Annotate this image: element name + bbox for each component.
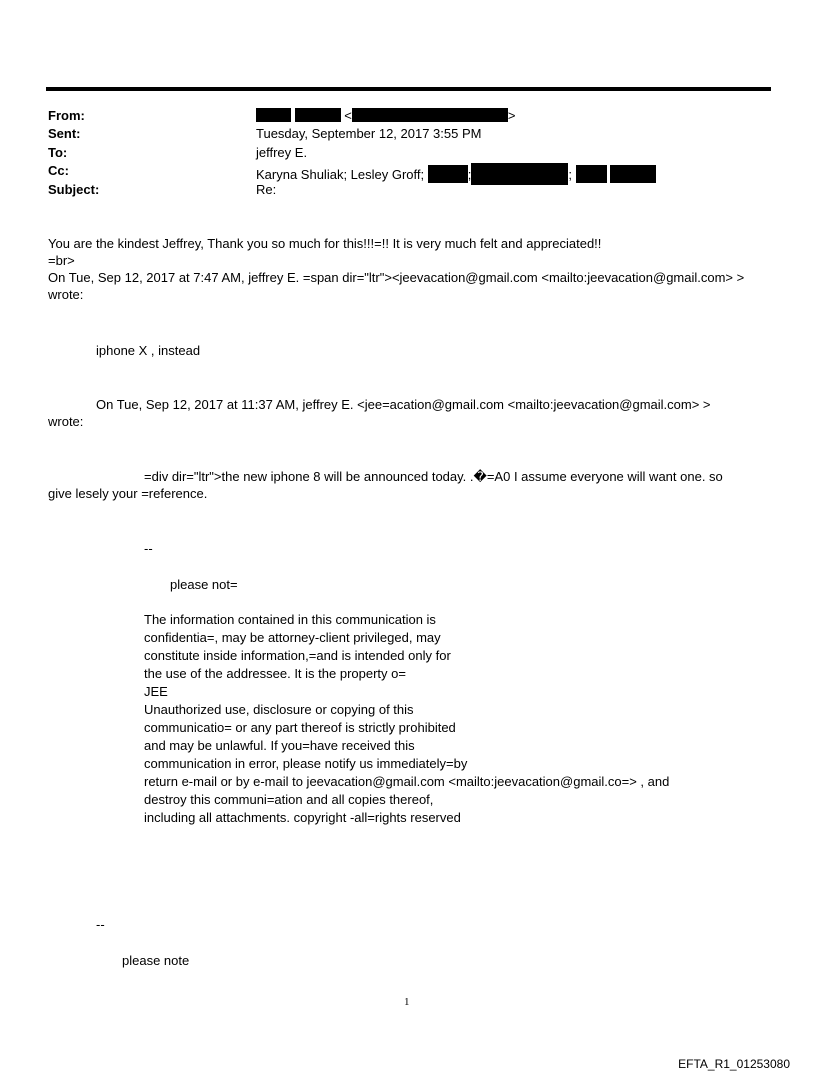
disclaimer-line: and may be unlawful. If you=have received this	[144, 738, 415, 753]
quoted-line: iphone X , instead	[96, 343, 201, 358]
signature-dash: --	[144, 541, 153, 556]
to-label: To:	[48, 145, 68, 160]
redaction-block	[428, 165, 468, 183]
disclaimer-block	[144, 611, 669, 827]
disclaimer-line: JEE	[144, 684, 168, 699]
signature-note: please not=	[170, 577, 238, 592]
body-line: On Tue, Sep 12, 2017 at 7:47 AM, jeffrey E. =span dir="ltr"><jeevacation@gmail.com <mailto:jeevacation@gmail.com> >	[48, 270, 745, 285]
from-bracket-open: <	[344, 108, 352, 123]
to-value: jeffrey E.	[256, 145, 308, 160]
quoted-line: =div dir="ltr">the new iphone 8 will be announced today. .�=A0 I assume everyone will want one. so	[144, 469, 723, 484]
body-line: =br>	[48, 253, 75, 268]
cc-value	[256, 163, 656, 185]
disclaimer-line: confidentia=, may be attorney-client privileged, may	[144, 630, 441, 645]
redaction-block	[295, 108, 341, 122]
sent-label: Sent:	[48, 126, 81, 141]
disclaimer-line: constitute inside information,=and is intended only for	[144, 648, 451, 663]
redaction-block	[471, 163, 568, 185]
quoted-line: On Tue, Sep 12, 2017 at 11:37 AM, jeffrey E. <jee=acation@gmail.com <mailto:jeevacation@gmail.com> >	[96, 397, 711, 412]
disclaimer-line: communicatio= or any part thereof is strictly prohibited	[144, 720, 456, 735]
top-rule	[46, 87, 771, 91]
redaction-block	[256, 108, 291, 122]
redaction-block	[576, 165, 607, 183]
body-line: You are the kindest Jeffrey, Thank you so much for this!!!=!! It is very much felt and appreciated!!	[48, 236, 602, 251]
body-line: wrote:	[48, 287, 84, 302]
document-id: EFTA_R1_01253080	[678, 1057, 790, 1071]
from-value	[256, 108, 515, 124]
cc-names: Karyna Shuliak; Lesley Groff;	[256, 167, 425, 182]
disclaimer-line: The information contained in this communication is	[144, 612, 436, 627]
disclaimer-line: including all attachments. copyright -all=rights reserved	[144, 810, 461, 825]
from-label: From:	[48, 108, 85, 123]
redaction-block	[610, 165, 656, 183]
signature-note: please note	[122, 953, 190, 968]
cc-separator: ;	[568, 167, 572, 182]
quoted-line: give lesely your =reference.	[48, 486, 208, 501]
signature-dash: --	[96, 917, 105, 932]
sent-value: Tuesday, September 12, 2017 3:55 PM	[256, 126, 482, 141]
disclaimer-line: return e-mail or by e-mail to jeevacation@gmail.com <mailto:jeevacation@gmail.co=> , and	[144, 774, 670, 789]
from-bracket-close: >	[507, 108, 516, 123]
disclaimer-line: destroy this communi=ation and all copies thereof,	[144, 792, 434, 807]
quoted-line: wrote:	[48, 414, 84, 429]
page-number: 1	[404, 996, 410, 1008]
cc-separator: ;	[467, 167, 472, 182]
subject-value: Re:	[256, 182, 277, 197]
cc-label: Cc:	[48, 163, 69, 178]
disclaimer-line: the use of the addressee. It is the property o=	[144, 666, 406, 681]
redaction-block	[352, 108, 508, 122]
disclaimer-line: communication in error, please notify us immediately=by	[144, 756, 468, 771]
subject-label: Subject:	[48, 182, 100, 197]
disclaimer-line: Unauthorized use, disclosure or copying of this	[144, 702, 414, 717]
